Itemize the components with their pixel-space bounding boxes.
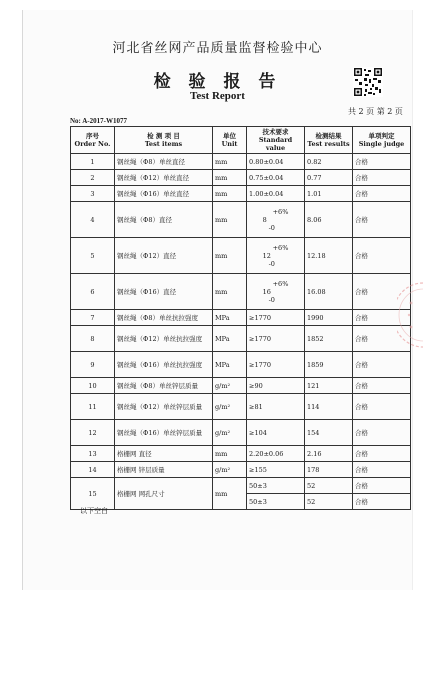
report-title-en: Test Report — [190, 90, 245, 102]
report-number: No: A-2017-W1077 — [70, 117, 127, 125]
page-indicator: 共 2 页 第 2 页 — [348, 107, 403, 116]
table-row: 6 钢丝绳（Φ16）直径 mm +6% 16 -0 16.08 合格 — [71, 274, 411, 310]
qr-code-icon — [353, 67, 383, 97]
table-row: 13 格栅网 直径 mm 2.20±0.06 2.16 合格 — [71, 446, 411, 462]
organization-name: 河北省丝网产品质量监督检验中心 — [112, 41, 323, 56]
table-row: 1 钢丝绳（Φ8）单丝直径 mm 0.80±0.04 0.82 合格 — [71, 154, 411, 170]
table-row: 3 钢丝绳（Φ16）单丝直径 mm 1.00±0.04 1.01 合格 — [71, 186, 411, 202]
report-page — [22, 10, 413, 590]
column-header: 检 测 项 目 Test items — [115, 127, 213, 154]
tolerance-value: +6% 16 -0 — [262, 279, 289, 304]
column-header: 单项判定 Single judge — [353, 127, 411, 154]
table-row: 2 钢丝绳（Φ12）单丝直径 mm 0.75±0.04 0.77 合格 — [71, 170, 411, 186]
column-header: 技术要求 Standard value — [247, 127, 305, 154]
table-row: 15 格栅网 网孔尺寸 mm 50±3 52 合格 — [71, 478, 411, 494]
official-seal-stamp — [397, 265, 423, 365]
tolerance-value: +6% 8 -0 — [262, 207, 289, 232]
table-row: 7 钢丝绳（Φ8）单丝抗拉强度 MPa ≥1770 1990 合格 — [71, 310, 411, 326]
test-results-table — [70, 126, 411, 510]
below-blank-note: 以下空白 — [80, 507, 108, 515]
table-row: 11 钢丝绳（Φ12）单丝锌层质量 g/m² ≥81 114 合格 — [71, 394, 411, 420]
tolerance-value: +6% 12 -0 — [262, 243, 289, 268]
column-header: 序号 Order No. — [71, 127, 115, 154]
table-row: 50±3 52 合格 — [71, 494, 411, 510]
report-title-cn: 检 验 报 告 — [153, 72, 282, 92]
table-row: 8 钢丝绳（Φ12）单丝抗拉强度 MPa ≥1770 1852 合格 — [71, 326, 411, 352]
table-row: 10 钢丝绳（Φ8）单丝锌层质量 g/m² ≥90 121 合格 — [71, 378, 411, 394]
table-row: 12 钢丝绳（Φ16）单丝锌层质量 g/m² ≥104 154 合格 — [71, 420, 411, 446]
column-header: 单位 Unit — [213, 127, 247, 154]
table-header-row — [71, 127, 411, 154]
table-row: 9 钢丝绳（Φ16）单丝抗拉强度 MPa ≥1770 1859 合格 — [71, 352, 411, 378]
table-row: 14 格栅网 锌层质量 g/m² ≥155 178 合格 — [71, 462, 411, 478]
column-header: 检测结果 Test results — [305, 127, 353, 154]
table-row: 5 钢丝绳（Φ12）直径 mm +6% 12 -0 12.18 合格 — [71, 238, 411, 274]
table-row: 4 钢丝绳（Φ8）直径 mm +6% 8 -0 8.06 合格 — [71, 202, 411, 238]
